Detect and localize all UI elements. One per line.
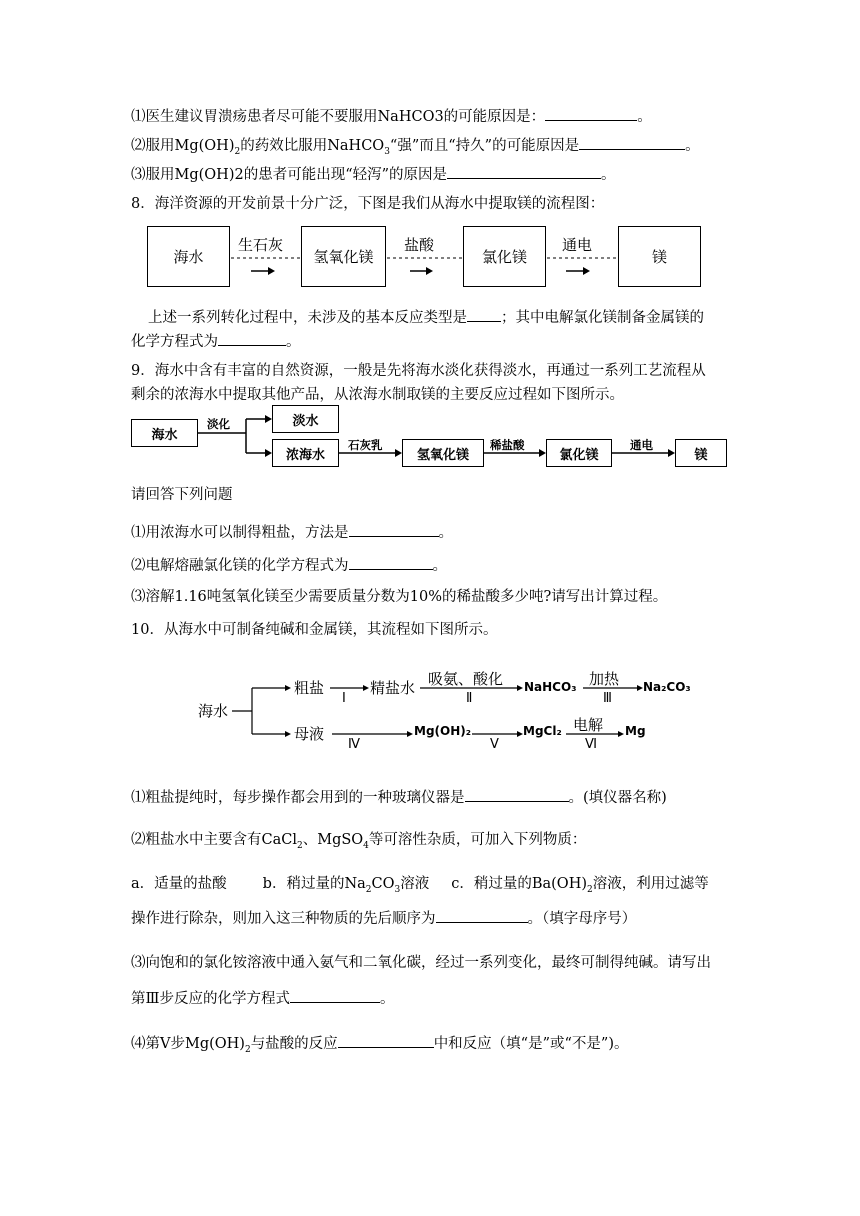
q8-text-2: 化学方程式为 。	[131, 329, 301, 352]
q8-arrow-label-electricity: 通电	[562, 236, 593, 254]
q9-box-seawater: 海水	[131, 419, 198, 447]
q10-roman-4: Ⅳ	[348, 737, 360, 752]
q8-arrow-label-hcl: 盐酸	[404, 236, 435, 254]
q10-roman-6: Ⅵ	[585, 737, 597, 752]
q9-label-hcl: 稀盐酸	[490, 438, 525, 452]
q10-part-3a: ⑶向饱和的氯化铵溶液中通入氨气和二氧化碳，经过一系列变化，最终可制得纯碱。请写出	[131, 955, 711, 971]
q8-box-mgoh2: 氢氧化镁	[301, 226, 386, 287]
q9-part-2: ⑵电解熔融氯化镁的化学方程式为 。	[131, 553, 447, 576]
q8-box-mg: 镁	[618, 226, 701, 287]
q10-na2co3: Na₂CO₃	[643, 680, 691, 694]
q10-blank-2[interactable]	[436, 906, 528, 923]
q10-part-2: ⑵粗盐水中主要含有CaCl$_2$、MgSO$_4$等可溶性杂质，可加入下列物质：	[131, 832, 587, 851]
q7-line-1: ⑴医生建议胃溃疡患者尽可能不要服用NaHCO3的可能原因是： 。	[131, 104, 652, 127]
q10-option-b: b．稍过量的Na	[262, 876, 366, 892]
q7-line-3: ⑶服用Mg(OH)2的患者可能出现“轻泻”的原因是 。	[131, 162, 616, 185]
q10-roman-1: Ⅰ	[342, 691, 346, 706]
q10-roman-5: Ⅴ	[490, 737, 499, 752]
q9-stem-1: 9．海水中含有丰富的自然资源，一般是先将海水淡化获得淡水，再通过一系列工艺流程从	[131, 363, 706, 379]
q10-nahco3: NaHCO₃	[524, 680, 577, 694]
q10-mg: Mg	[625, 724, 646, 738]
q9-box-mgcl2: 氯化镁	[546, 439, 612, 467]
q10-part-1: ⑴粗盐提纯时，每步操作都会用到的一种玻璃仪器是 。(填仪器名称)	[131, 785, 667, 808]
q9-stem-2: 剩余的浓海水中提取其他产品，从浓海水制取镁的主要反应过程如下图所示。	[131, 387, 624, 403]
q7-text-1: ⑴医生建议胃溃疡患者尽可能不要服用NaHCO3的可能原因是：	[131, 109, 546, 125]
q8-arrow-label-lime: 生石灰	[238, 236, 284, 254]
q9-part-3: ⑶溶解1.16吨氢氧化镁至少需要质量分数为10%的稀盐酸多少吨?请写出计算过程。	[131, 589, 668, 605]
q10-option-c: c．稍过量的Ba(OH)	[451, 876, 588, 892]
q10-blank-1[interactable]	[465, 785, 569, 802]
q8-stem: 8．海洋资源的开发前景十分广泛，下图是我们从海水中提取镁的流程图：	[131, 196, 605, 212]
q10-part-3b: 第Ⅲ步反应的化学方程式 。	[131, 986, 394, 1009]
q10-brine: 精盐水	[370, 679, 416, 697]
q10-roman-3: Ⅲ	[603, 691, 612, 706]
q10-roman-2: Ⅱ	[466, 691, 473, 706]
q10-mgoh2: Mg(OH)₂	[414, 724, 471, 738]
q8-box-seawater: 海水	[147, 226, 230, 287]
q10-heat: 加热	[589, 670, 620, 688]
q9-box-mg: 镁	[675, 439, 727, 467]
q9-box-concentrated: 浓海水	[272, 439, 339, 467]
q10-part-4: ⑷第V步$Mg(OH)_2$与盐酸的反应 中和反应（填“是”或“不是”)。	[131, 1031, 629, 1060]
q9-label-desal: 淡化	[207, 417, 230, 431]
q9-label-lime: 石灰乳	[348, 438, 383, 452]
q9-prompt: 请回答下列问题	[131, 487, 233, 503]
q10-options: a．适量的盐酸 b．稍过量的$Na_2CO_3$溶液 c．稍过量的$Ba(OH)_2$溶液，利用过滤等	[131, 876, 709, 895]
q10-part-2-order: 操作进行除杂，则加入这三种物质的先后顺序为 。（填字母序号）	[131, 906, 636, 929]
q10-ammonia-acid: 吸氨、酸化	[428, 670, 504, 688]
q9-label-electricity: 通电	[630, 438, 653, 452]
q10-blank-4[interactable]	[338, 1031, 434, 1048]
q9-box-mgoh2: 氢氧化镁	[402, 439, 484, 467]
q10-sea: 海水	[198, 702, 229, 720]
q10-blank-3[interactable]	[290, 986, 380, 1003]
q9-box-freshwater: 淡水	[272, 405, 339, 433]
q8-text-1: 上述一系列转化过程中，未涉及的基本反应类型是 ；其中电解氯化镁制备金属镁的	[148, 305, 704, 328]
q8-box-mgcl2: 氯化镁	[463, 226, 546, 287]
q10-electrolysis: 电解	[573, 716, 604, 734]
q10-stem: 10．从海水中可制备纯碱和金属镁，其流程如下图所示。	[131, 622, 498, 638]
q10-option-a: a．适量的盐酸	[131, 876, 227, 892]
q9-part-1: ⑴用浓海水可以制得粗盐，方法是 。	[131, 520, 453, 543]
q10-crude-salt: 粗盐	[294, 679, 325, 697]
q10-mother-liquor: 母液	[294, 725, 325, 743]
q7-line-2: ⑵服用$Mg(OH)_2$的药效比服用NaHCO$_3$“强”而且“持久”的可能原因是 。	[131, 133, 700, 162]
q10-mgcl2: MgCl₂	[523, 724, 562, 738]
